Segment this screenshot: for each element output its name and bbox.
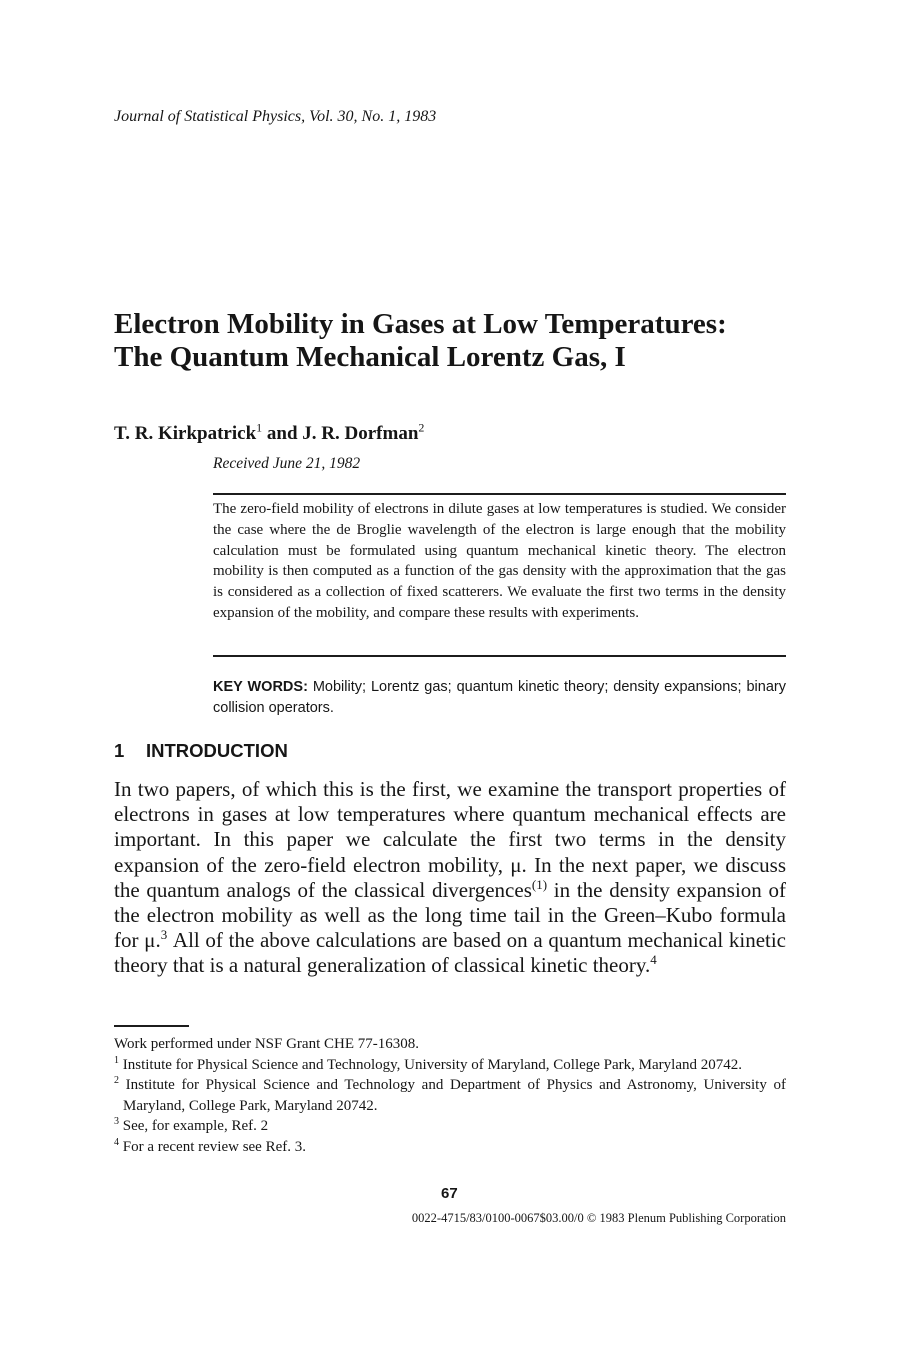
footnote-number: 2 <box>114 1075 119 1086</box>
page-number: 67 <box>441 1185 458 1202</box>
author-conjunction: and <box>262 423 303 444</box>
section-heading <box>114 740 288 762</box>
paragraph-text: in the density expansion of the electron mobility as well as the long time tail in the Green–Kubo formula for μ. <box>114 877 786 953</box>
copyright-line: 0022-4715/83/0100-0067$03.00/0 © 1983 Plenum Publishing Corporation <box>411 1211 786 1225</box>
title-line-1: Electron Mobility in Gases at Low Temperatures: <box>114 308 727 340</box>
abstract-top-rule <box>213 493 786 495</box>
citation-mark: (1) <box>531 876 548 892</box>
introduction-paragraph <box>114 777 786 979</box>
footnotes <box>114 1034 786 1157</box>
keywords-text: Mobility; Lorentz gas; quantum kinetic theory; density expansions; binary collision operators. <box>213 679 786 716</box>
journal-header: Journal of Statistical Physics, Vol. 30, No. 1, 1983 <box>114 108 437 125</box>
author-name: T. R. Kirkpatrick <box>114 423 257 444</box>
footnote-text: See, for example, Ref. 2 <box>119 1118 269 1134</box>
paper-title <box>114 308 814 374</box>
abstract: The zero-field mobility of electrons in dilute gases at low temperatures is studied. We consider the case where the de Broglie wavelength of the electron is large enough that the mobility calculation must be formulated using quantum mechanical kinetic theory. The electron mobility is then computed as a function of the gas density with the approximation that the gas is considered as a collection of fixed scatterers. We evaluate the first two terms in the density expansion of the mobility, and compare these results with experiments. <box>213 501 786 621</box>
footnote-number: 4 <box>114 1136 119 1148</box>
section-title: INTRODUCTION <box>146 740 288 761</box>
affiliation-mark: 1 <box>256 420 263 435</box>
received-date: Received June 21, 1982 <box>213 455 361 472</box>
footnote-1 <box>114 1055 786 1076</box>
paragraph-text: In two papers, of which this is the first, we examine the transport properties of electrons in gases at low temperatures where quantum mechanical effects are important. In this paper we calculate the first two terms in the density expansion of the zero-field electron mobility, μ. In the next paper, we discuss the quantum analogs of the classical divergences <box>114 777 786 902</box>
footnote-mark: 3 <box>160 927 168 943</box>
footnote-number: 1 <box>114 1054 119 1066</box>
footnote-rule <box>114 1025 189 1027</box>
author-list <box>114 420 425 445</box>
keywords-label: KEY WORDS: <box>213 679 308 695</box>
footnote-4 <box>114 1137 786 1158</box>
footnote-text: For a recent review see Ref. 3. <box>119 1138 307 1155</box>
title-line-2: The Quantum Mechanical Lorentz Gas, I <box>114 341 626 373</box>
footnote-text: Institute for Physical Science and Technology, University of Maryland, College Park, Maryland 20742. <box>119 1056 742 1073</box>
section-number: 1 <box>114 740 125 761</box>
paragraph-text: All of the above calculations are based on a quantum mechanical kinetic theory that is a natural generalization of classical kinetic theory. <box>114 928 786 978</box>
footnote-text: Institute for Physical Science and Technology and Department of Physics and Astronomy, University of Maryland, College Park, Maryland 20742. <box>119 1077 786 1114</box>
abstract-bottom-rule <box>213 655 786 657</box>
footnote-2 <box>114 1075 786 1116</box>
affiliation-mark: 2 <box>418 420 425 435</box>
keywords <box>213 677 786 719</box>
grant-note: Work performed under NSF Grant CHE 77-16308. <box>114 1036 419 1052</box>
footnote-3 <box>114 1116 786 1137</box>
author-name: J. R. Dorfman <box>302 423 419 444</box>
footnote-mark: 4 <box>650 952 657 968</box>
footnote-number: 3 <box>114 1116 119 1127</box>
